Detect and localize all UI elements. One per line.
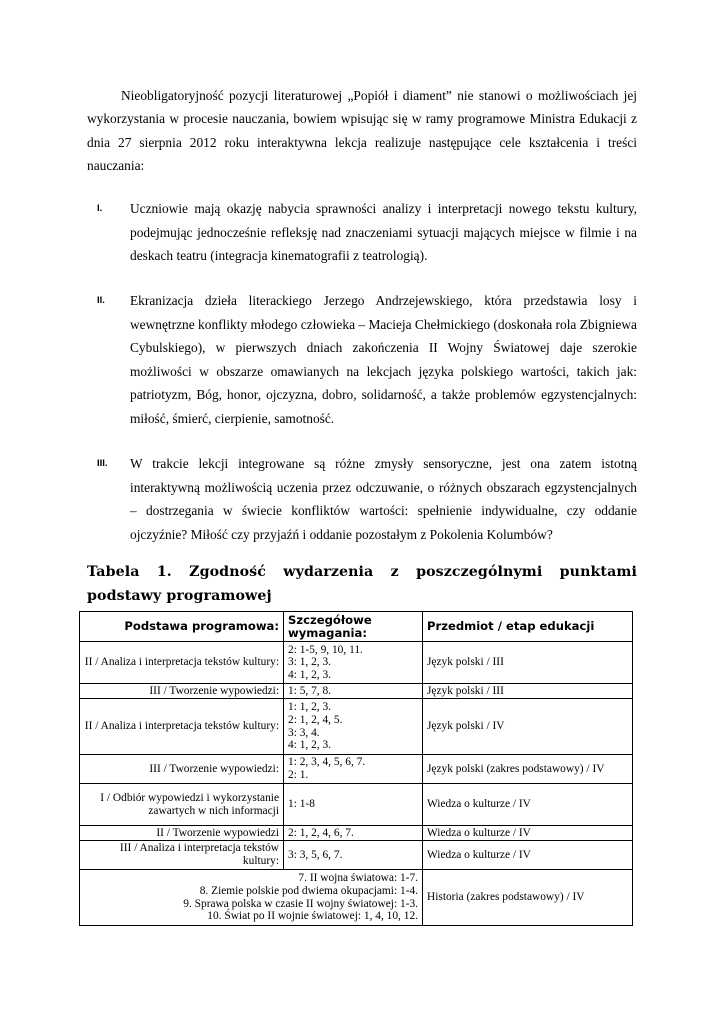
requirement-line: 3: 3, 5, 6, 7. (288, 848, 343, 861)
item-number-2: II. (97, 295, 105, 306)
cell-basis: II / Tworzenie wypowiedzi (80, 826, 284, 841)
requirement-line: 4: 1, 2, 3. (288, 668, 332, 681)
cell-basis: II / Analiza i interpretacja tekstów kultury: (80, 699, 284, 755)
table-row (80, 784, 633, 826)
requirement-line: 2: 1-5, 9, 10, 11. (288, 643, 363, 656)
requirement-line: 1: 1-8 (288, 798, 315, 811)
table-row (80, 642, 633, 684)
cell-requirements (284, 826, 423, 841)
cell-basis: I / Odbiór wypowiedzi i wykorzystanie zawartych w nich informacji (80, 784, 284, 826)
cell-requirements (284, 684, 423, 699)
cell-requirements (284, 755, 423, 784)
cell-basis: III / Tworzenie wypowiedzi: (80, 684, 284, 699)
cell-subject: Język polski / III (423, 642, 633, 684)
table-header-row (80, 612, 633, 642)
item-text-3: W trakcie lekcji integrowane są różne zmysły sensoryczne, jest ona zatem istotną interaktywną możliwością uczenia przez odczuwanie, o różnych obszarach egzystencjalnych – dostrzegania w świecie konfliktów wartości: spełnienie indywidualne, czy oddanie ojczyźnie? Miłość czy przyjaźń i oddanie pozostałym z Pokolenia Kolumbów? (130, 456, 637, 542)
curriculum-table (79, 611, 633, 926)
cell-subject: Język polski (zakres podstawowy) / IV (423, 755, 633, 784)
header-basis: Podstawa programowa: (80, 612, 284, 642)
table-caption: Tabela 1. Zgodność wydarzenia z poszczególnymi punktami podstawy programowej (87, 564, 637, 604)
header-requirements: Szczegółowe wymagania: (284, 612, 423, 642)
history-line: 8. Ziemie polskie pod dwiema okupacjami: 1-4. (199, 884, 418, 897)
table-row (80, 841, 633, 870)
cell-subject: Historia (zakres podstawowy) / IV (423, 870, 633, 926)
item-text-1: Uczniowie mają okazję nabycia sprawności analizy i interpretacji nowego tekstu kultury, podejmując jednocześnie refleksję nad znaczeniami sytuacji mających miejsce w filmie i na deskach teatru (integracja kinematografii z teatrologią). (130, 201, 637, 264)
item-text-2: Ekranizacja dzieła literackiego Jerzego Andrzejewskiego, która przedstawia losy i wewnętrzne konflikty młodego człowieka – Macieja Chełmickiego (doskonała rola Zbigniewa Cybulskiego), w pierwszych dniach zakończenia II Wojny Światowej daje szerokie możliwości w obszarze omawianych na lekcjach języka polskiego wartości, takich jak: patriotyzm, Bóg, honor, ojczyzna, dobro, solidarność, a także problemów egzystencjalnych: miłość, śmierć, cierpienie, samotność. (130, 293, 637, 426)
cell-history-requirements (80, 870, 423, 926)
cell-basis: II / Analiza i interpretacja tekstów kultury: (80, 642, 284, 684)
cell-requirements (284, 699, 423, 755)
requirement-line: 3: 3, 4. (288, 726, 320, 739)
requirement-line: 2: 1, 2, 4, 5. (288, 713, 343, 726)
table-row-history (80, 870, 633, 926)
requirement-line: 2: 1, 2, 4, 6, 7. (288, 826, 354, 839)
table-row (80, 826, 633, 841)
history-line: 7. II wojna światowa: 1-7. (298, 872, 418, 885)
header-subject: Przedmiot / etap edukacji (423, 612, 633, 642)
intro-paragraph: Nieobligatoryjność pozycji literaturowej „Popiół i diament” nie stanowi o możliwościach jej wykorzystania w procesie nauczania, bowiem wpisując się w ramy programowe Ministra Edukacji z dnia 27 sierpnia 2012 roku interaktywna lekcja realizuje następujące cele kształcenia i treści nauczania: (87, 88, 637, 174)
requirement-line: 1: 2, 3, 4, 5, 6, 7. (288, 756, 366, 769)
cell-requirements (284, 841, 423, 870)
cell-subject: Wiedza o kulturze / IV (423, 826, 633, 841)
table-row (80, 684, 633, 699)
requirement-line: 4: 1, 2, 3. (288, 739, 332, 752)
cell-subject: Wiedza o kulturze / IV (423, 784, 633, 826)
item-number-3: III. (97, 458, 108, 469)
item-number-1: I. (97, 203, 103, 214)
cell-requirements (284, 784, 423, 826)
table-row (80, 699, 633, 755)
history-line: 10. Świat po II wojnie światowej: 1, 4, 10, 12. (207, 910, 418, 923)
cell-subject: Język polski / IV (423, 699, 633, 755)
history-line: 9. Sprawa polska w czasie II wojny światowej: 1-3. (183, 897, 418, 910)
cell-subject: Język polski / III (423, 684, 633, 699)
requirement-line: 2: 1. (288, 769, 309, 781)
requirement-line: 3: 1, 2, 3. (288, 656, 332, 669)
table-row (80, 755, 633, 784)
requirement-line: 1: 5, 7, 8. (288, 684, 332, 697)
cell-basis: III / Analiza i interpretacja tekstów kultury: (80, 841, 284, 870)
cell-basis: III / Tworzenie wypowiedzi: (80, 755, 284, 784)
cell-requirements (284, 642, 423, 684)
cell-subject: Wiedza o kulturze / IV (423, 841, 633, 870)
requirement-line: 1: 1, 2, 3. (288, 701, 332, 714)
